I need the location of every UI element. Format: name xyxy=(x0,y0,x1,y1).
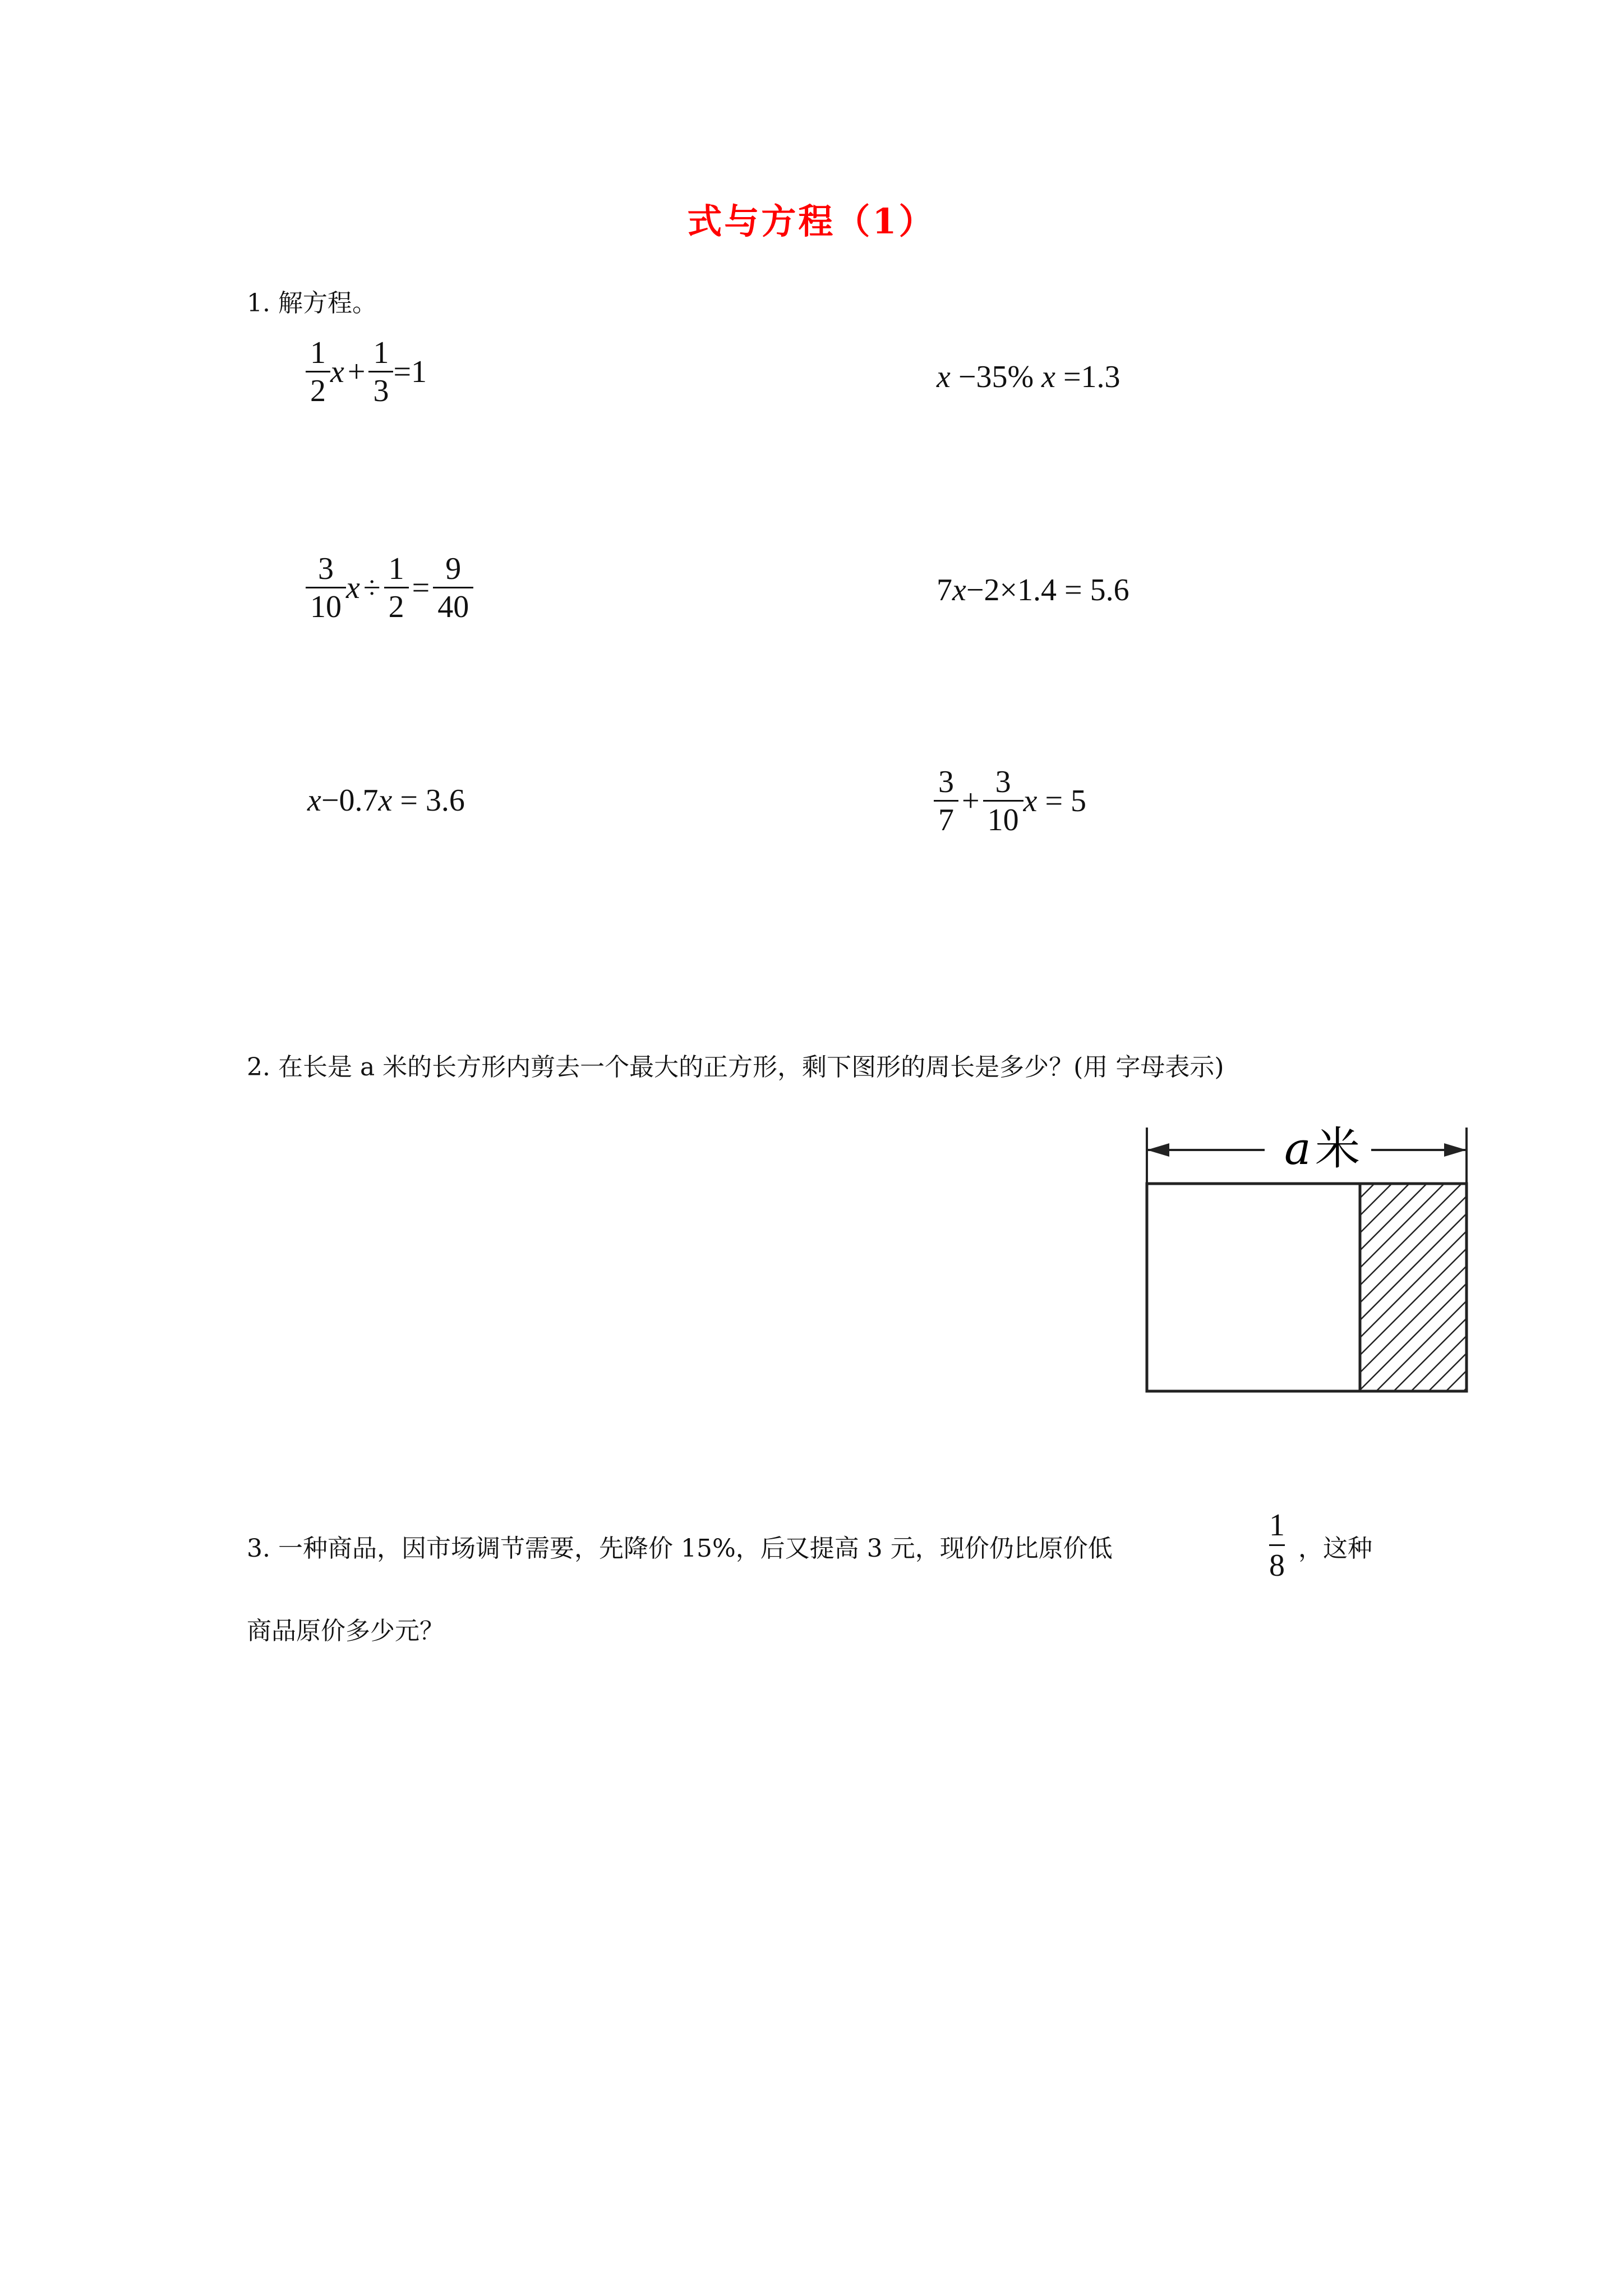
dimension-label-unit: 米 xyxy=(1315,1122,1360,1175)
numerator: 3 xyxy=(938,765,954,799)
question-3-line-1: 3. 一种商品，因市场调节需要，先降价 15%，后又提高 3 元，现价仍比原价低 xyxy=(247,1534,1113,1563)
equation-rhs: = 5 xyxy=(1037,784,1087,819)
equation-rhs: = 3.6 xyxy=(392,783,465,818)
fraction xyxy=(308,553,344,624)
equation-rhs: =1 xyxy=(393,355,427,390)
numerator: 1 xyxy=(310,335,326,370)
variable-x: x xyxy=(378,783,393,818)
fraction xyxy=(386,553,407,624)
rectangle-figure xyxy=(1138,1122,1475,1414)
fraction xyxy=(308,337,328,408)
denominator: 7 xyxy=(934,800,958,837)
numerator: 1 xyxy=(388,551,404,586)
operator: + xyxy=(347,355,366,390)
fraction xyxy=(936,766,956,837)
variable-x: x xyxy=(1041,360,1055,394)
denominator: 10 xyxy=(983,800,1023,837)
equation-1 xyxy=(306,337,427,408)
variable-x: x xyxy=(937,360,951,394)
numerator: 1 xyxy=(1269,1508,1285,1543)
equation-5 xyxy=(307,783,465,818)
operator: = xyxy=(412,570,430,606)
fraction xyxy=(371,337,391,408)
coefficient: 7 xyxy=(937,573,952,608)
question-2-text: 2. 在长是 a 米的长方形内剪去一个最大的正方形，剩下图形的周长是多少？(用 字母表示) xyxy=(247,1053,1224,1082)
variable-x: x xyxy=(346,570,360,606)
equation-2 xyxy=(937,359,1121,395)
equation-3 xyxy=(306,553,473,624)
question-3-fraction xyxy=(1269,1509,1285,1582)
operator: ÷ xyxy=(363,570,381,606)
fraction xyxy=(435,553,471,624)
question-1-label: 1. 解方程。 xyxy=(247,289,377,318)
arrow-left-icon xyxy=(1147,1143,1169,1157)
operator: + xyxy=(962,784,980,819)
variable-x: x xyxy=(330,355,344,390)
numerator: 3 xyxy=(995,765,1011,799)
arrow-right-icon xyxy=(1444,1143,1467,1157)
question-3-line-1-end: ，这种 xyxy=(1298,1534,1372,1563)
equation-6 xyxy=(934,766,1086,837)
denominator: 3 xyxy=(368,371,393,408)
equation-rhs: =1.3 xyxy=(1055,360,1121,394)
numerator: 3 xyxy=(318,551,334,586)
page-title: 式与方程（1） xyxy=(687,201,936,242)
equation-term: −35% xyxy=(950,360,1042,394)
denominator: 2 xyxy=(384,587,409,624)
equation-rest: −2×1.4 = 5.6 xyxy=(966,573,1129,608)
variable-x: x xyxy=(307,783,321,818)
dimension-label-var: a xyxy=(1284,1122,1311,1175)
denominator: 40 xyxy=(433,587,473,624)
equation-4 xyxy=(937,572,1129,608)
fraction xyxy=(985,766,1021,837)
variable-x: x xyxy=(952,573,966,608)
denominator: 10 xyxy=(306,587,346,624)
question-3-line-2: 商品原价多少元？ xyxy=(247,1617,444,1645)
variable-x: x xyxy=(1023,784,1038,819)
hatched-remainder xyxy=(1360,1184,1467,1391)
denominator: 2 xyxy=(306,371,330,408)
numerator: 1 xyxy=(373,335,389,370)
denominator: 8 xyxy=(1269,1544,1285,1582)
equation-term: −0.7 xyxy=(321,783,379,818)
numerator: 9 xyxy=(445,551,462,586)
